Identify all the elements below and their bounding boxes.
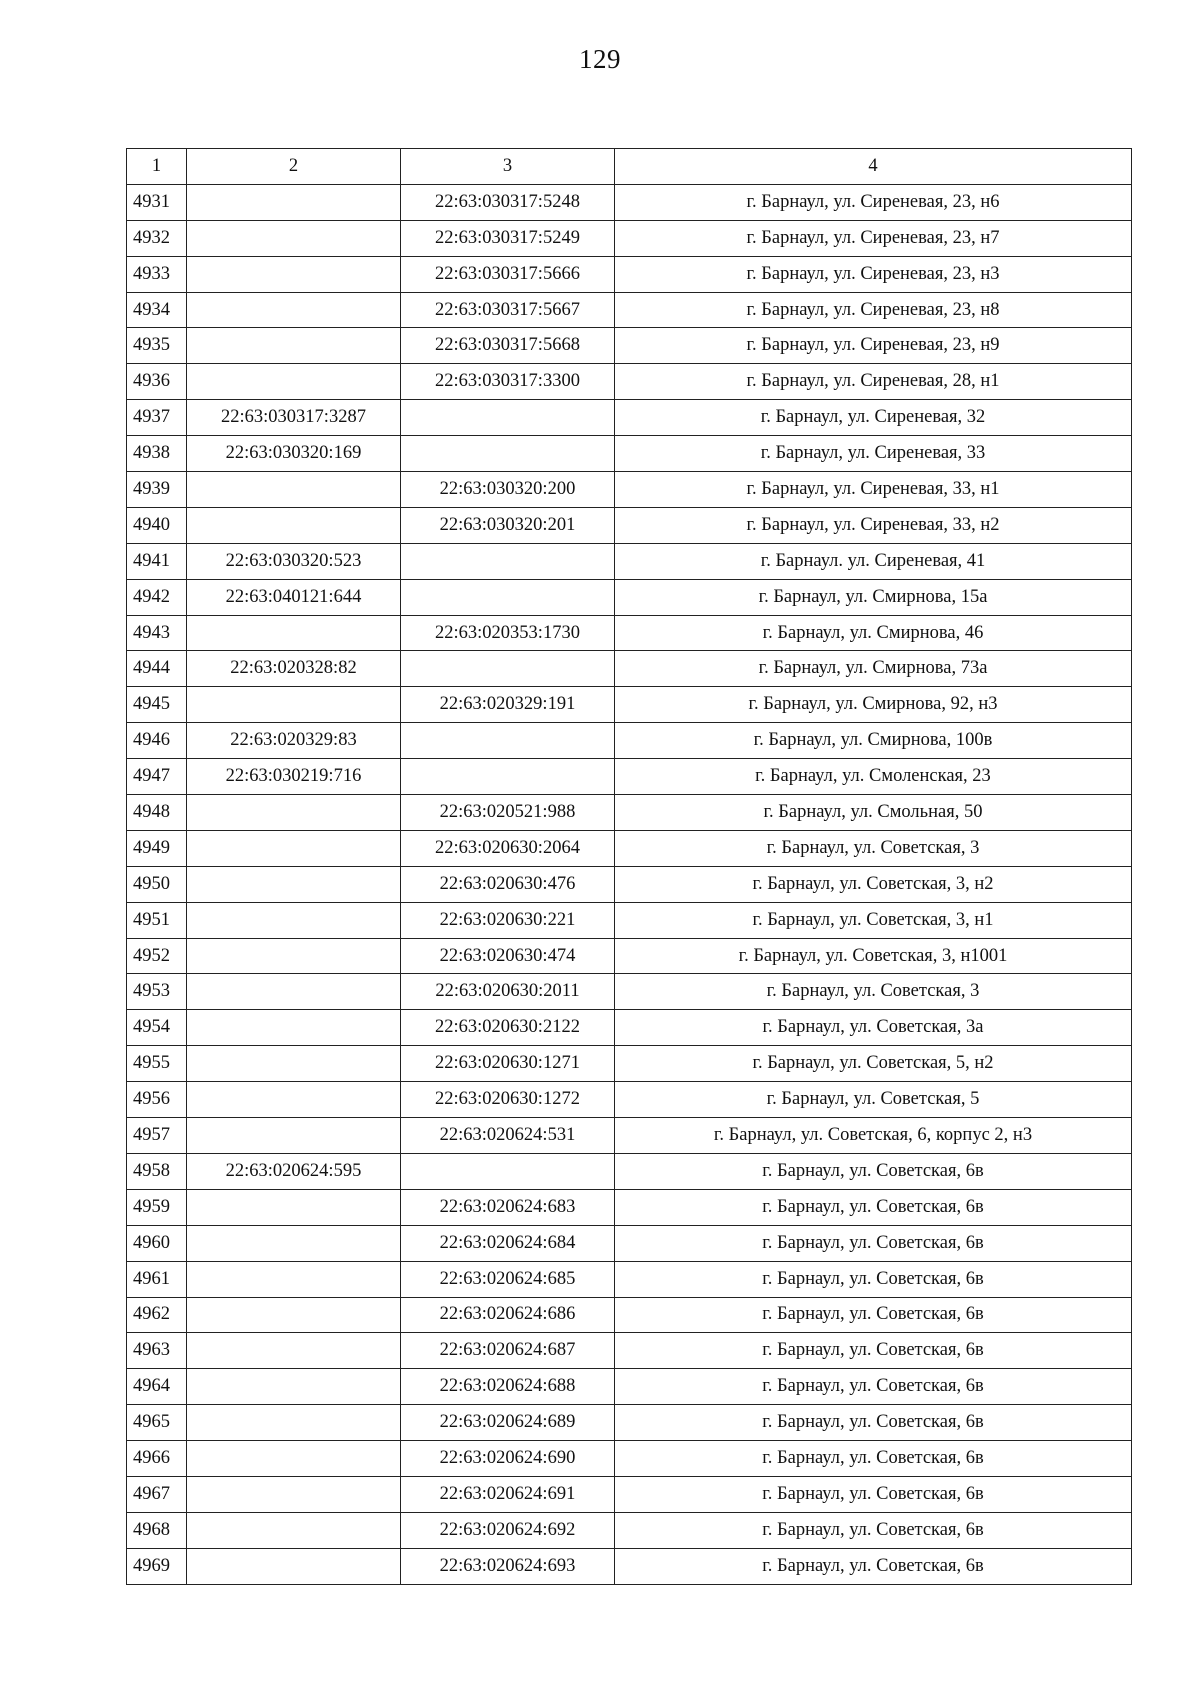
row-number-cell: 4964 <box>127 1369 187 1405</box>
cadastral-land-cell <box>187 866 401 902</box>
row-number-cell: 4968 <box>127 1512 187 1548</box>
cadastral-land-cell: 22:63:020328:82 <box>187 651 401 687</box>
row-number-cell: 4945 <box>127 687 187 723</box>
address-cell: г. Барнаул, ул. Советская, 3 <box>615 974 1132 1010</box>
header-col-1: 1 <box>127 149 187 185</box>
row-number-cell: 4950 <box>127 866 187 902</box>
table-row <box>127 436 1132 472</box>
table-row <box>127 579 1132 615</box>
table-row <box>127 292 1132 328</box>
cadastral-land-cell <box>187 1082 401 1118</box>
address-cell: г. Барнаул, ул. Советская, 5, н2 <box>615 1046 1132 1082</box>
cadastral-building-cell: 22:63:020329:191 <box>401 687 615 723</box>
cadastral-land-cell: 22:63:020329:83 <box>187 723 401 759</box>
address-cell: г. Барнаул, ул. Советская, 6в <box>615 1476 1132 1512</box>
cadastral-building-cell: 22:63:020624:690 <box>401 1441 615 1477</box>
table-row <box>127 687 1132 723</box>
row-number-cell: 4956 <box>127 1082 187 1118</box>
table-row <box>127 507 1132 543</box>
cadastral-building-cell <box>401 759 615 795</box>
cadastral-land-cell <box>187 1261 401 1297</box>
cadastral-land-cell <box>187 1189 401 1225</box>
table-row <box>127 902 1132 938</box>
cadastral-land-cell: 22:63:020624:595 <box>187 1153 401 1189</box>
cadastral-building-cell: 22:63:020521:988 <box>401 795 615 831</box>
cadastral-building-cell: 22:63:020624:531 <box>401 1118 615 1154</box>
cadastral-building-cell: 22:63:030317:3300 <box>401 364 615 400</box>
cadastral-land-cell <box>187 1046 401 1082</box>
address-cell: г. Барнаул, ул. Сиреневая, 33 <box>615 436 1132 472</box>
row-number-cell: 4963 <box>127 1333 187 1369</box>
cadastral-building-cell: 22:63:030320:201 <box>401 507 615 543</box>
address-cell: г. Барнаул, ул. Сиреневая, 33, н1 <box>615 472 1132 508</box>
header-col-2: 2 <box>187 149 401 185</box>
address-cell: г. Барнаул, ул. Советская, 6в <box>615 1297 1132 1333</box>
cadastral-land-cell <box>187 974 401 1010</box>
address-cell: г. Барнаул, ул. Советская, 6в <box>615 1405 1132 1441</box>
cadastral-land-cell <box>187 1476 401 1512</box>
cadastral-building-cell: 22:63:030317:5667 <box>401 292 615 328</box>
row-number-cell: 4937 <box>127 400 187 436</box>
row-number-cell: 4934 <box>127 292 187 328</box>
address-cell: г. Барнаул. ул. Сиреневая, 41 <box>615 543 1132 579</box>
cadastral-building-cell: 22:63:020630:2122 <box>401 1010 615 1046</box>
cadastral-land-cell <box>187 1225 401 1261</box>
cadastral-building-cell: 22:63:020624:685 <box>401 1261 615 1297</box>
cadastral-land-cell <box>187 507 401 543</box>
table-row <box>127 830 1132 866</box>
row-number-cell: 4959 <box>127 1189 187 1225</box>
cadastral-building-cell: 22:63:020630:2064 <box>401 830 615 866</box>
address-cell: г. Барнаул, ул. Смирнова, 46 <box>615 615 1132 651</box>
row-number-cell: 4953 <box>127 974 187 1010</box>
row-number-cell: 4957 <box>127 1118 187 1154</box>
table-body <box>127 184 1132 1584</box>
row-number-cell: 4932 <box>127 220 187 256</box>
address-cell: г. Барнаул, ул. Советская, 3, н2 <box>615 866 1132 902</box>
table-row <box>127 1441 1132 1477</box>
address-cell: г. Барнаул, ул. Советская, 6в <box>615 1333 1132 1369</box>
table-row <box>127 1369 1132 1405</box>
table-row <box>127 938 1132 974</box>
row-number-cell: 4952 <box>127 938 187 974</box>
address-cell: г. Барнаул, ул. Советская, 3, н1 <box>615 902 1132 938</box>
table-row <box>127 1082 1132 1118</box>
cadastral-building-cell <box>401 1153 615 1189</box>
address-cell: г. Барнаул, ул. Сиреневая, 33, н2 <box>615 507 1132 543</box>
row-number-cell: 4946 <box>127 723 187 759</box>
cadastral-land-cell <box>187 1118 401 1154</box>
table-row <box>127 1548 1132 1584</box>
cadastral-building-cell: 22:63:020630:2011 <box>401 974 615 1010</box>
cadastral-land-cell <box>187 830 401 866</box>
table-header <box>127 149 1132 185</box>
address-cell: г. Барнаул, ул. Советская, 6в <box>615 1225 1132 1261</box>
table-row <box>127 1118 1132 1154</box>
header-col-3: 3 <box>401 149 615 185</box>
table-row <box>127 723 1132 759</box>
cadastral-land-cell <box>187 292 401 328</box>
row-number-cell: 4943 <box>127 615 187 651</box>
table-row <box>127 1297 1132 1333</box>
table-row <box>127 364 1132 400</box>
cadastral-building-cell: 22:63:020353:1730 <box>401 615 615 651</box>
cadastral-land-cell <box>187 1512 401 1548</box>
address-cell: г. Барнаул, ул. Советская, 6в <box>615 1369 1132 1405</box>
address-cell: г. Барнаул, ул. Советская, 6в <box>615 1548 1132 1584</box>
cadastral-building-cell <box>401 436 615 472</box>
address-cell: г. Барнаул, ул. Смоленская, 23 <box>615 759 1132 795</box>
row-number-cell: 4947 <box>127 759 187 795</box>
cadastral-building-cell: 22:63:020624:693 <box>401 1548 615 1584</box>
cadastral-land-cell <box>187 1010 401 1046</box>
table-row <box>127 472 1132 508</box>
header-row <box>127 149 1132 185</box>
table-row <box>127 795 1132 831</box>
row-number-cell: 4961 <box>127 1261 187 1297</box>
cadastral-building-cell: 22:63:020624:689 <box>401 1405 615 1441</box>
address-cell: г. Барнаул, ул. Советская, 6в <box>615 1441 1132 1477</box>
table-row <box>127 1153 1132 1189</box>
cadastral-land-cell <box>187 1405 401 1441</box>
row-number-cell: 4942 <box>127 579 187 615</box>
address-cell: г. Барнаул, ул. Сиреневая, 23, н7 <box>615 220 1132 256</box>
cadastral-land-cell <box>187 615 401 651</box>
cadastral-land-cell <box>187 1297 401 1333</box>
cadastral-building-cell: 22:63:020624:683 <box>401 1189 615 1225</box>
table-row <box>127 1189 1132 1225</box>
table-row <box>127 759 1132 795</box>
cadastral-land-cell <box>187 1369 401 1405</box>
page-number: 129 <box>579 44 621 74</box>
row-number-cell: 4936 <box>127 364 187 400</box>
table-row <box>127 615 1132 651</box>
table-row <box>127 220 1132 256</box>
cadastral-building-cell: 22:63:030317:5668 <box>401 328 615 364</box>
table-row <box>127 1476 1132 1512</box>
table-row <box>127 1261 1132 1297</box>
cadastral-land-cell <box>187 328 401 364</box>
cadastral-land-cell <box>187 364 401 400</box>
address-cell: г. Барнаул, ул. Советская, 5 <box>615 1082 1132 1118</box>
header-col-4: 4 <box>615 149 1132 185</box>
cadastral-land-cell <box>187 902 401 938</box>
row-number-cell: 4966 <box>127 1441 187 1477</box>
table-row <box>127 1225 1132 1261</box>
cadastral-land-cell <box>187 938 401 974</box>
cadastral-building-cell: 22:63:030317:5666 <box>401 256 615 292</box>
address-cell: г. Барнаул, ул. Советская, 3, н1001 <box>615 938 1132 974</box>
table-row <box>127 974 1132 1010</box>
cadastral-building-cell: 22:63:020630:1272 <box>401 1082 615 1118</box>
table-row <box>127 1405 1132 1441</box>
address-cell: г. Барнаул, ул. Смольная, 50 <box>615 795 1132 831</box>
row-number-cell: 4960 <box>127 1225 187 1261</box>
cadastral-building-cell: 22:63:020624:686 <box>401 1297 615 1333</box>
address-cell: г. Барнаул, ул. Советская, 6в <box>615 1261 1132 1297</box>
row-number-cell: 4969 <box>127 1548 187 1584</box>
cadastral-building-cell: 22:63:020624:684 <box>401 1225 615 1261</box>
registry-table <box>126 148 1132 1585</box>
table-row <box>127 651 1132 687</box>
address-cell: г. Барнаул, ул. Советская, 3а <box>615 1010 1132 1046</box>
address-cell: г. Барнаул, ул. Сиреневая, 23, н9 <box>615 328 1132 364</box>
address-cell: г. Барнаул, ул. Сиреневая, 32 <box>615 400 1132 436</box>
table-row <box>127 256 1132 292</box>
cadastral-building-cell <box>401 723 615 759</box>
table-row <box>127 1046 1132 1082</box>
row-number-cell: 4944 <box>127 651 187 687</box>
table-row <box>127 1010 1132 1046</box>
cadastral-building-cell: 22:63:020624:687 <box>401 1333 615 1369</box>
cadastral-building-cell <box>401 543 615 579</box>
address-cell: г. Барнаул, ул. Смирнова, 15а <box>615 579 1132 615</box>
cadastral-building-cell: 22:63:020624:691 <box>401 1476 615 1512</box>
row-number-cell: 4967 <box>127 1476 187 1512</box>
cadastral-land-cell <box>187 220 401 256</box>
address-cell: г. Барнаул, ул. Смирнова, 92, н3 <box>615 687 1132 723</box>
cadastral-building-cell: 22:63:030320:200 <box>401 472 615 508</box>
cadastral-building-cell: 22:63:020624:688 <box>401 1369 615 1405</box>
cadastral-land-cell: 22:63:040121:644 <box>187 579 401 615</box>
cadastral-land-cell: 22:63:030320:523 <box>187 543 401 579</box>
cadastral-land-cell <box>187 795 401 831</box>
cadastral-building-cell: 22:63:020630:221 <box>401 902 615 938</box>
cadastral-land-cell <box>187 1441 401 1477</box>
row-number-cell: 4962 <box>127 1297 187 1333</box>
address-cell: г. Барнаул, ул. Советская, 6в <box>615 1189 1132 1225</box>
table-row <box>127 400 1132 436</box>
cadastral-building-cell: 22:63:020630:476 <box>401 866 615 902</box>
cadastral-building-cell: 22:63:020630:1271 <box>401 1046 615 1082</box>
address-cell: г. Барнаул, ул. Советская, 6в <box>615 1153 1132 1189</box>
row-number-cell: 4939 <box>127 472 187 508</box>
row-number-cell: 4955 <box>127 1046 187 1082</box>
cadastral-building-cell: 22:63:020630:474 <box>401 938 615 974</box>
table-row <box>127 184 1132 220</box>
row-number-cell: 4951 <box>127 902 187 938</box>
address-cell: г. Барнаул, ул. Сиреневая, 23, н8 <box>615 292 1132 328</box>
cadastral-land-cell <box>187 184 401 220</box>
row-number-cell: 4935 <box>127 328 187 364</box>
address-cell: г. Барнаул, ул. Советская, 6, корпус 2, н3 <box>615 1118 1132 1154</box>
address-cell: г. Барнаул, ул. Советская, 6в <box>615 1512 1132 1548</box>
cadastral-building-cell <box>401 579 615 615</box>
table-row <box>127 543 1132 579</box>
cadastral-building-cell: 22:63:030317:5248 <box>401 184 615 220</box>
cadastral-land-cell: 22:63:030219:716 <box>187 759 401 795</box>
address-cell: г. Барнаул, ул. Советская, 3 <box>615 830 1132 866</box>
table-row <box>127 328 1132 364</box>
cadastral-building-cell: 22:63:030317:5249 <box>401 220 615 256</box>
address-cell: г. Барнаул, ул. Сиреневая, 23, н3 <box>615 256 1132 292</box>
address-cell: г. Барнаул, ул. Смирнова, 73а <box>615 651 1132 687</box>
cadastral-building-cell <box>401 400 615 436</box>
cadastral-land-cell: 22:63:030320:169 <box>187 436 401 472</box>
table-row <box>127 866 1132 902</box>
row-number-cell: 4938 <box>127 436 187 472</box>
row-number-cell: 4940 <box>127 507 187 543</box>
address-cell: г. Барнаул, ул. Сиреневая, 28, н1 <box>615 364 1132 400</box>
cadastral-land-cell <box>187 1548 401 1584</box>
row-number-cell: 4933 <box>127 256 187 292</box>
row-number-cell: 4958 <box>127 1153 187 1189</box>
cadastral-land-cell <box>187 1333 401 1369</box>
cadastral-building-cell: 22:63:020624:692 <box>401 1512 615 1548</box>
cadastral-building-cell <box>401 651 615 687</box>
row-number-cell: 4949 <box>127 830 187 866</box>
row-number-cell: 4948 <box>127 795 187 831</box>
cadastral-land-cell: 22:63:030317:3287 <box>187 400 401 436</box>
cadastral-land-cell <box>187 687 401 723</box>
address-cell: г. Барнаул, ул. Смирнова, 100в <box>615 723 1132 759</box>
cadastral-land-cell <box>187 256 401 292</box>
cadastral-land-cell <box>187 472 401 508</box>
row-number-cell: 4941 <box>127 543 187 579</box>
table-row <box>127 1512 1132 1548</box>
row-number-cell: 4965 <box>127 1405 187 1441</box>
address-cell: г. Барнаул, ул. Сиреневая, 23, н6 <box>615 184 1132 220</box>
row-number-cell: 4931 <box>127 184 187 220</box>
table-row <box>127 1333 1132 1369</box>
row-number-cell: 4954 <box>127 1010 187 1046</box>
